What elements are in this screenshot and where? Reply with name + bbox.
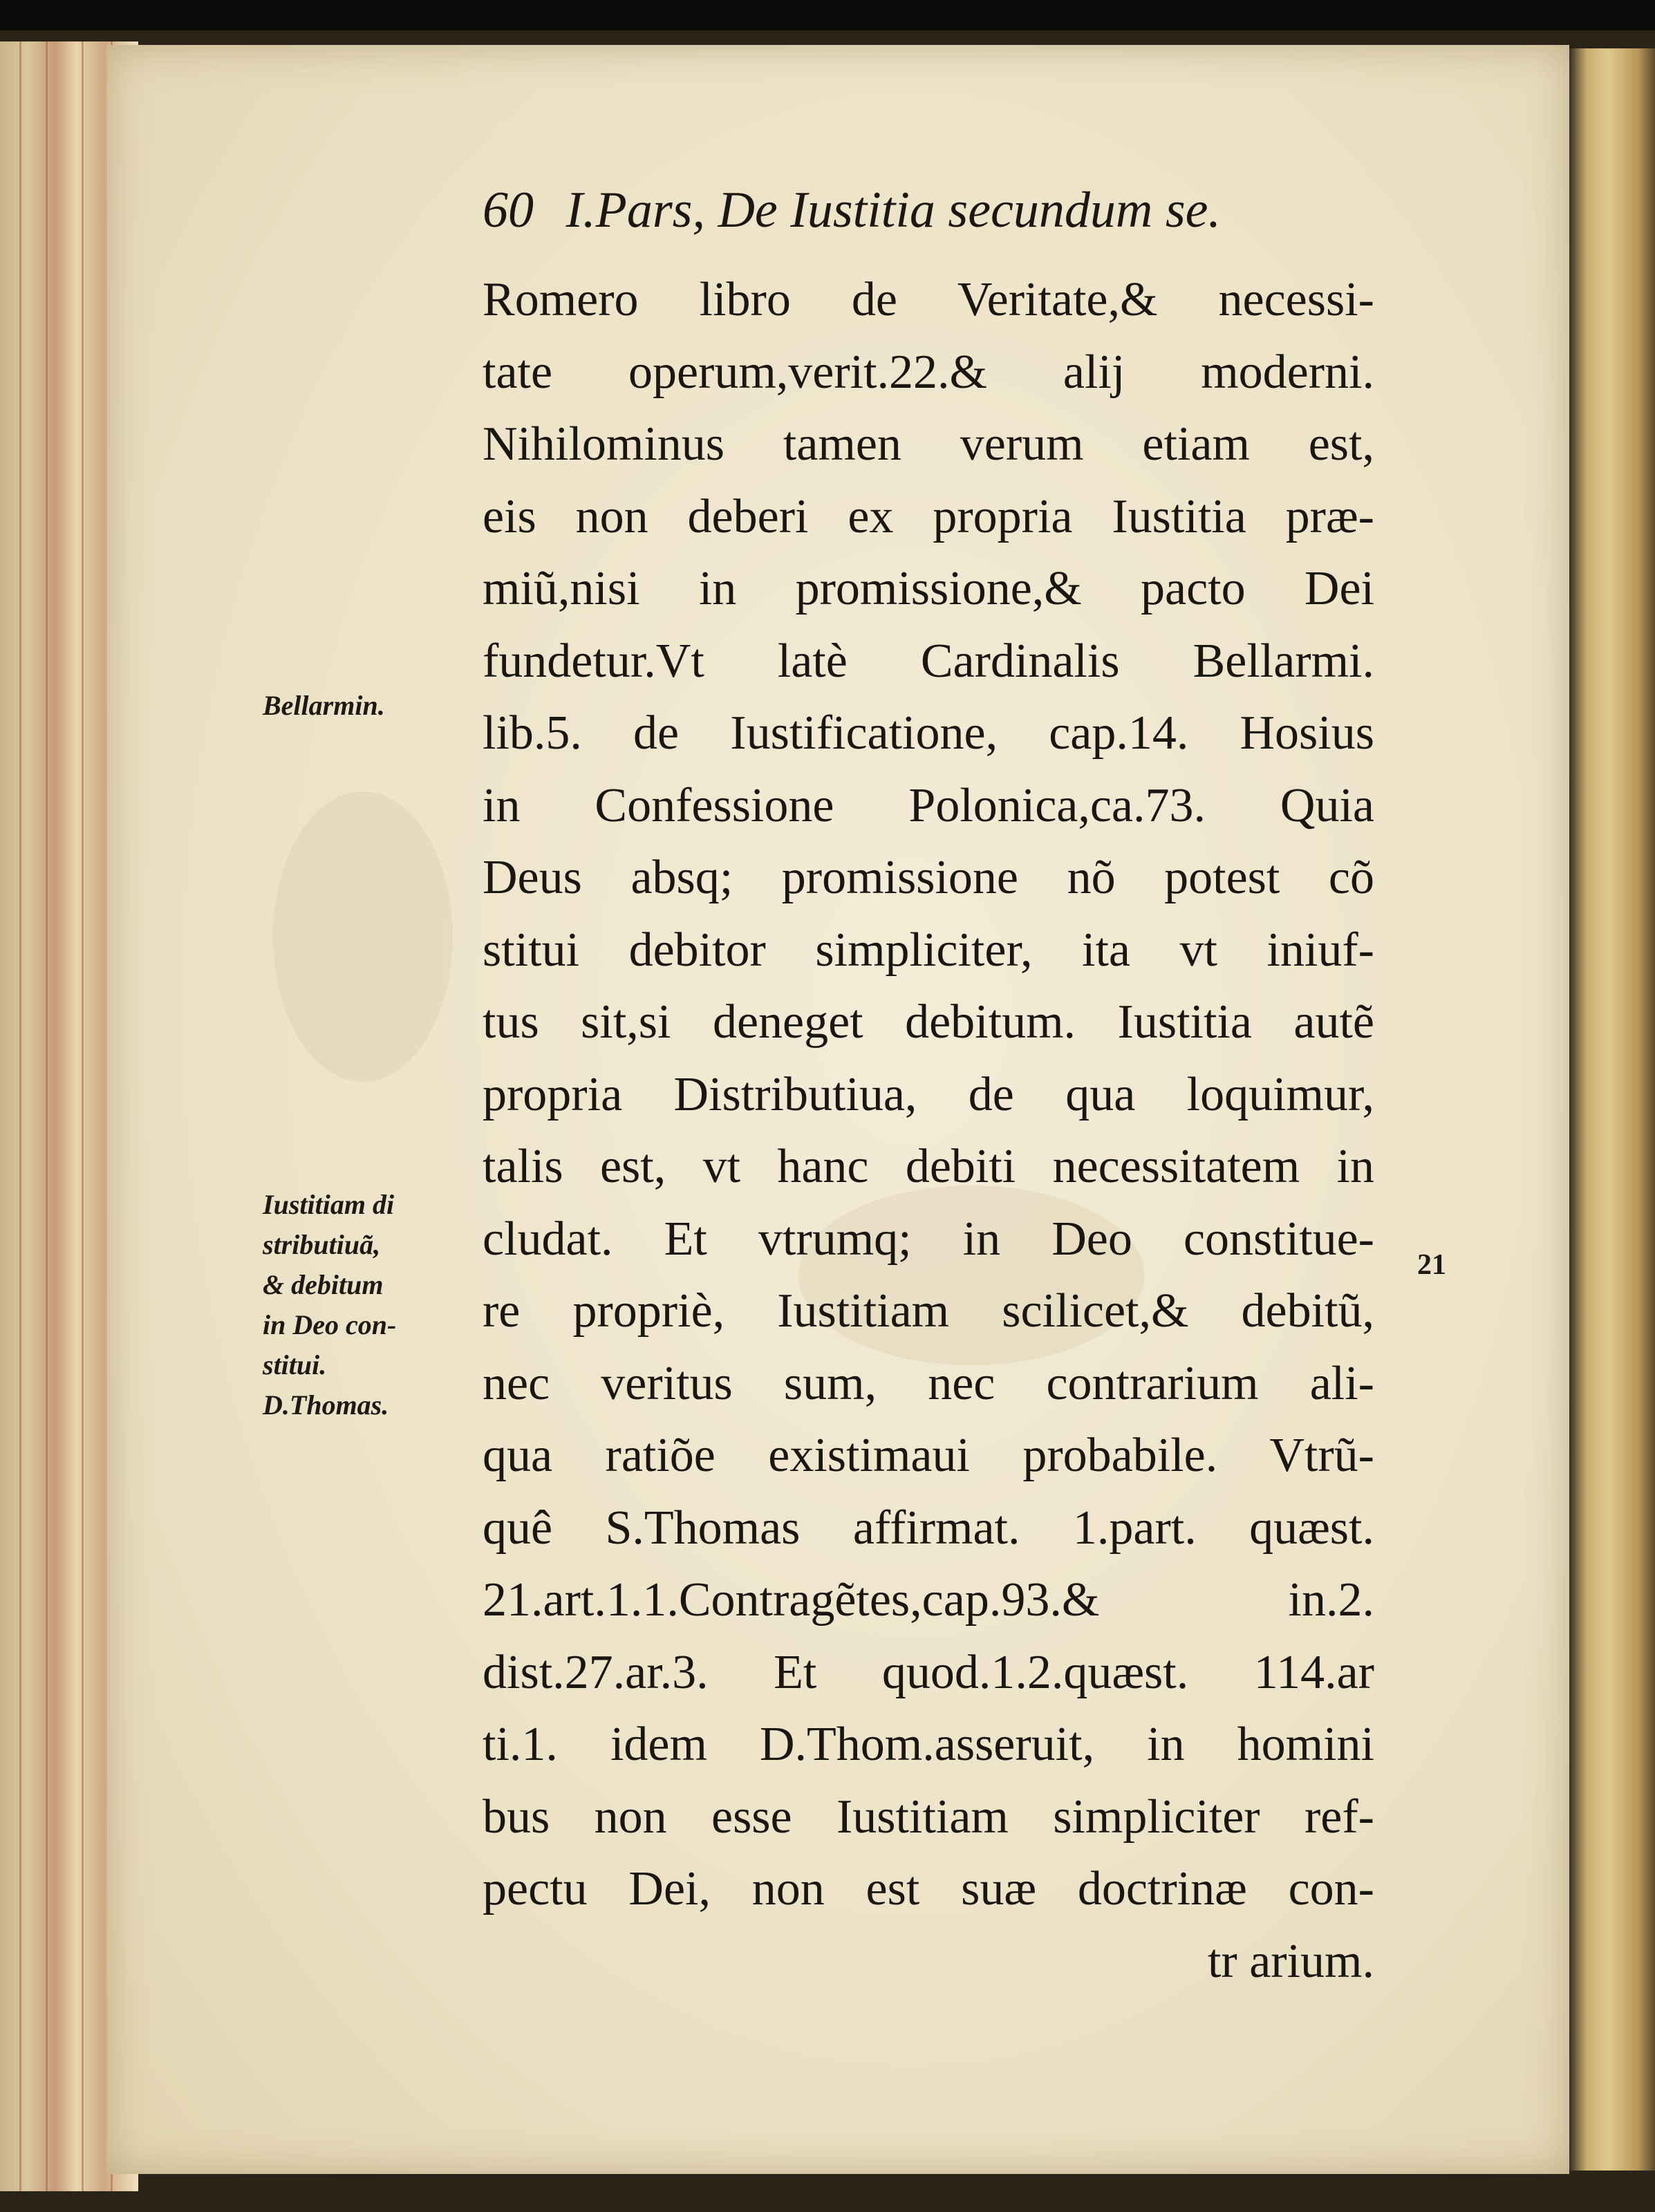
signature-mark: 21 bbox=[1417, 1249, 1446, 1281]
text-line: stitui debitor simpliciter, ita vt iniuf- bbox=[483, 923, 1374, 977]
running-title: I.Pars, De Iustitia secundum se. bbox=[565, 182, 1221, 238]
marginal-text: D.Thomas. bbox=[263, 1389, 389, 1421]
text-line: ti.1. idem D.Thom.asseruit, in homini bbox=[483, 1718, 1374, 1771]
marginal-note-iustitiam bbox=[263, 1185, 470, 1425]
marginal-note-bellarmin bbox=[263, 686, 470, 726]
marginal-text: Iustitiam di bbox=[263, 1189, 395, 1220]
text-line: qua ratiõe existimaui probabile. Vtrũ- bbox=[483, 1429, 1374, 1482]
facing-page-edge bbox=[1569, 48, 1655, 2171]
running-head bbox=[483, 181, 1367, 240]
text-line: Deus absq; promissione nõ potest cõ bbox=[483, 851, 1374, 904]
text-line: in Confessione Polonica,ca.73. Quia bbox=[483, 778, 1374, 832]
text-line: Romero libro de Veritate,& necessi- bbox=[483, 273, 1374, 326]
marginal-text: stitui. bbox=[263, 1349, 327, 1380]
marginal-text: & debitum bbox=[263, 1269, 384, 1300]
text-line: cludat. Et vtrumq; in Deo constitue- bbox=[483, 1212, 1374, 1266]
text-line: bus non esse Iustitiam simpliciter ref- bbox=[483, 1790, 1374, 1844]
text-line: eis non deberi ex propria Iustitia præ- bbox=[483, 489, 1374, 543]
text-line: Nihilominus tamen verum etiam est, bbox=[483, 418, 1374, 471]
text-line: miũ,nisi in promissione,& pacto Dei bbox=[483, 562, 1374, 615]
text-line: propria Distributiua, de qua loquimur, bbox=[483, 1067, 1374, 1121]
text-line: tus sit,si deneget debitum. Iustitia autẽ bbox=[483, 995, 1374, 1049]
marginal-text: in Deo con- bbox=[263, 1309, 397, 1340]
text-line: re propriè, Iustitiam scilicet,& debitũ, bbox=[483, 1284, 1374, 1338]
text-line: talis est, vt hanc debiti necessitatem in bbox=[483, 1140, 1374, 1193]
text-line-catchword: tr arium. bbox=[1207, 1934, 1374, 1988]
text-line: lib.5. de Iustificatione, cap.14. Hosius bbox=[483, 706, 1374, 760]
text-line: dist.27.ar.3. Et quod.1.2.quæst. 114.ar bbox=[483, 1645, 1374, 1699]
text-line: tate operum,verit.22.& alij moderni. bbox=[483, 345, 1374, 399]
marginal-text: stributiuã, bbox=[263, 1229, 381, 1260]
text-line: 21.art.1.1.Contragẽtes,cap.93.& in.2. bbox=[483, 1573, 1374, 1627]
marginal-text: Bellarmin. bbox=[263, 690, 385, 721]
text-line: quê S.Thomas affirmat. 1.part. quæst. bbox=[483, 1501, 1374, 1555]
text-line: nec veritus sum, nec contrarium ali- bbox=[483, 1356, 1374, 1410]
body-text bbox=[483, 264, 1374, 1998]
page-number: 60 bbox=[483, 182, 534, 238]
text-line: fundetur.Vt latè Cardinalis Bellarmi. bbox=[483, 634, 1374, 688]
text-line: pectu Dei, non est suæ doctrinæ con- bbox=[483, 1862, 1374, 1915]
